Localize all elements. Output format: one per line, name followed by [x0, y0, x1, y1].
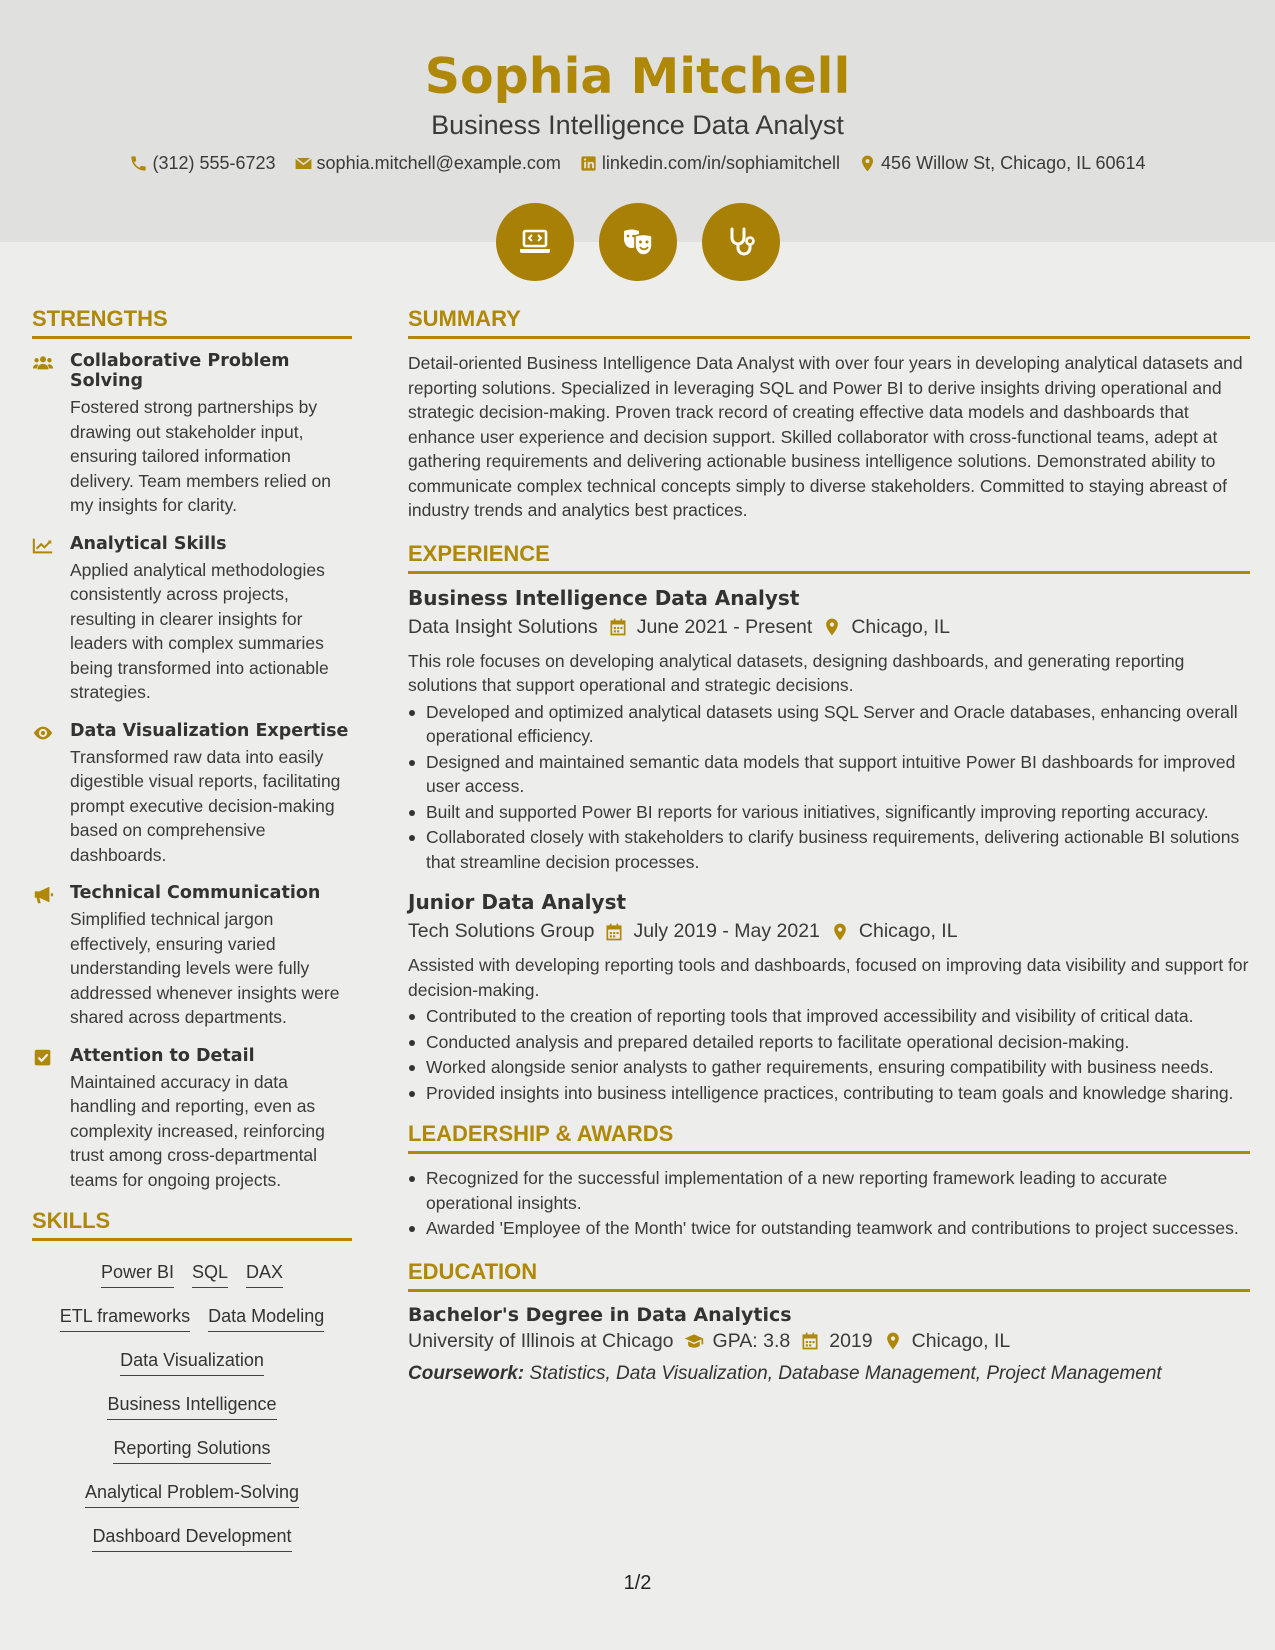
strength-title: Analytical Skills: [70, 533, 227, 554]
job-location: Chicago, IL: [851, 615, 950, 638]
contact-bar: [0, 153, 1275, 174]
school-location: Chicago, IL: [911, 1329, 1011, 1352]
job-title: Business Intelligence Data Analyst: [408, 585, 800, 610]
skill-tag: SQL: [192, 1261, 228, 1288]
map-pin-icon: [830, 922, 850, 942]
job-dates: July 2019 - May 2021: [633, 920, 820, 942]
envelope-icon: [294, 154, 313, 173]
strength-title: Attention to Detail: [70, 1045, 255, 1066]
email-text[interactable]: sophia.mitchell@example.com: [316, 153, 561, 173]
linkedin-text[interactable]: linkedin.com/in/sophiamitchell: [601, 153, 841, 173]
list-item: Conducted analysis and prepared detailed reports to facilitate operational decision-making.: [408, 1030, 1250, 1055]
strength-text: Simplified technical jargon effectively, ensuring varied understanding levels were fully addressed whenever insights were shared across departments.: [70, 909, 340, 1027]
job-description: Assisted with developing reporting tools and dashboards, focused on improving data visibility and support for decision-making.: [408, 955, 1249, 1000]
calendar-icon: [604, 922, 624, 942]
contact-address: [858, 153, 1145, 174]
skill-tag: DAX: [246, 1261, 283, 1288]
graduation-cap-icon: [684, 1331, 704, 1351]
strength-text: Fostered strong partnerships by drawing out stakeholder input, ensuring tailored information delivery. Team members relied on my insights for clarity.: [70, 397, 331, 515]
skill-tag: Power BI: [101, 1261, 174, 1288]
badge-masks: [599, 203, 677, 281]
strength-title: Collaborative Problem Solving: [70, 351, 290, 391]
check-square-icon: [32, 1048, 54, 1068]
strength-item: [32, 1046, 352, 1193]
job-location: Chicago, IL: [858, 920, 958, 942]
strength-item: [32, 883, 352, 1030]
phone-icon: [129, 154, 148, 173]
strength-text: Maintained accuracy in data handling and reporting, even as complexity increased, reinforcing trust among cross-departmental teams for ongoing projects.: [70, 1071, 325, 1190]
contact-linkedin[interactable]: [579, 153, 840, 174]
strength-item: [32, 351, 352, 518]
list-item: Collaborated closely with stakeholders to clarify business requirements, delivering actionable BI solutions that streamline decision processes.: [408, 825, 1250, 874]
job-bullets: [408, 1004, 1250, 1105]
contact-phone: [129, 153, 275, 174]
strength-item: [32, 721, 352, 868]
job-meta: [408, 616, 1250, 639]
list-item: Recognized for the successful implementation of a new reporting framework leading to accurate operational insights.: [408, 1166, 1250, 1215]
skills-list: [32, 1253, 352, 1552]
list-item: Developed and optimized analytical datasets using SQL Server and Oracle databases, enhancing overall operational efficiency.: [408, 700, 1250, 749]
linkedin-icon: [579, 154, 598, 173]
badge-laptop: [496, 203, 574, 281]
coursework-label: Coursework:: [408, 1362, 525, 1384]
education-heading: EDUCATION: [408, 1259, 1250, 1292]
company-name: Tech Solutions Group: [408, 920, 595, 942]
strength-title: Data Visualization Expertise: [70, 720, 349, 741]
grad-year: 2019: [829, 1329, 873, 1352]
laptop-code-icon: [515, 222, 555, 262]
job-title: Junior Data Analyst: [408, 890, 627, 914]
list-item: Provided insights into business intelligence practices, contributing to team goals and knowledge sharing.: [408, 1081, 1250, 1106]
job-dates: June 2021 - Present: [636, 615, 813, 638]
summary-heading: SUMMARY: [408, 306, 1250, 339]
theater-masks-icon: [618, 222, 658, 262]
skill-tag: Dashboard Development: [92, 1525, 291, 1552]
strengths-heading: STRENGTHS: [32, 306, 352, 339]
list-item: Awarded 'Employee of the Month' twice for outstanding teamwork and contributions to project successes.: [408, 1216, 1250, 1241]
strength-item: [32, 534, 352, 705]
users-icon: [32, 353, 54, 373]
address-text: 456 Willow St, Chicago, IL 60614: [881, 153, 1146, 173]
candidate-name: Sophia Mitchell: [424, 48, 851, 105]
interest-badges: [0, 203, 1275, 281]
map-pin-icon: [822, 617, 842, 637]
page-number: 1/2: [623, 1572, 652, 1594]
gpa: GPA: 3.8: [712, 1329, 791, 1352]
stethoscope-icon: [721, 222, 761, 262]
job-entry: [408, 890, 1250, 1105]
skill-tag: Data Modeling: [208, 1305, 324, 1332]
candidate-title: Business Intelligence Data Analyst: [431, 110, 844, 140]
eye-icon: [32, 723, 54, 743]
skill-tag: Reporting Solutions: [113, 1437, 270, 1464]
phone-text: (312) 555-6723: [152, 153, 276, 173]
skill-tag: Analytical Problem-Solving: [85, 1481, 299, 1508]
skill-tag: ETL frameworks: [60, 1305, 190, 1332]
right-column: [408, 306, 1250, 1385]
list-item: Worked alongside senior analysts to gather requirements, ensuring compatibility with business needs.: [408, 1055, 1250, 1080]
map-pin-icon: [858, 154, 877, 173]
badge-stethoscope: [702, 203, 780, 281]
list-item: Designed and maintained semantic data models that support intuitive Power BI dashboards for improved user access.: [408, 750, 1250, 799]
coursework: [408, 1363, 1250, 1385]
job-description: This role focuses on developing analytical datasets, designing dashboards, and generating reporting solutions that support operational and strategic decisions.: [408, 650, 1185, 695]
list-item: Contributed to the creation of reporting tools that improved accessibility and visibility of critical data.: [408, 1004, 1250, 1029]
calendar-icon: [608, 617, 628, 637]
map-pin-icon: [883, 1331, 903, 1351]
awards-list: [408, 1166, 1250, 1241]
strength-title: Technical Communication: [70, 883, 321, 903]
chart-line-icon: [32, 536, 54, 556]
awards-heading: LEADERSHIP & AWARDS: [408, 1121, 1250, 1154]
school-name: University of Illinois at Chicago: [408, 1329, 674, 1352]
skills-heading: SKILLS: [32, 1208, 352, 1241]
strength-text: Transformed raw data into easily digestible visual reports, facilitating prompt executive decision-making based on comprehensive dashboards.: [70, 746, 341, 865]
list-item: Built and supported Power BI reports for various initiatives, significantly improving reporting accuracy.: [408, 800, 1250, 825]
job-entry: [408, 586, 1250, 875]
contact-email[interactable]: [294, 153, 561, 174]
left-column: [32, 306, 352, 1552]
education-entry: [408, 1304, 1250, 1385]
skill-tag: Data Visualization: [120, 1349, 264, 1376]
bullhorn-icon: [32, 885, 54, 905]
calendar-icon: [800, 1331, 820, 1351]
skill-tag: Business Intelligence: [107, 1393, 276, 1420]
job-meta: [408, 920, 1250, 943]
summary-text: Detail-oriented Business Intelligence Data Analyst with over four years in developing analytical datasets and reporting solutions. Specialized in leveraging SQL and Power BI to derive insights driving operational and strategic decision-making. Proven track record of creating effective data models and dashboards that enhance user experience and decision support. Skilled collaborator with cross-functional teams, adept at gathering requirements and delivering actionable business intelligence solutions. Demonstrated ability to communicate complex technical concepts simply to diverse stakeholders. Committed to staying abreast of industry trends and analytics best practices.: [408, 353, 1243, 520]
education-meta: [408, 1330, 1250, 1353]
company-name: Data Insight Solutions: [408, 615, 598, 638]
job-bullets: [408, 700, 1250, 875]
strength-text: Applied analytical methodologies consistently across projects, resulting in clearer insights for leaders with complex summaries being transformed into actionable strategies.: [70, 559, 329, 702]
coursework-list: Statistics, Data Visualization, Database Management, Project Management: [524, 1362, 1162, 1384]
experience-heading: EXPERIENCE: [408, 541, 1250, 574]
degree-title: Bachelor's Degree in Data Analytics: [408, 1303, 792, 1326]
